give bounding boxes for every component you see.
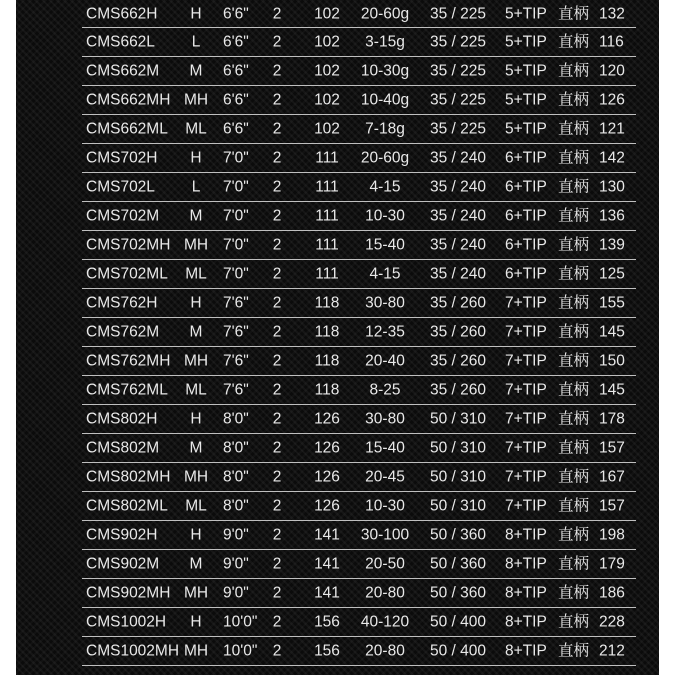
power-cell: MH <box>183 91 209 109</box>
weight-cell: 130 <box>599 178 625 196</box>
power-cell: H <box>190 613 202 631</box>
weight-cell: 212 <box>599 642 625 660</box>
closed-length-cell: 126 <box>314 410 340 428</box>
closed-length-cell: 102 <box>314 91 340 109</box>
weight-cell: 145 <box>599 381 625 399</box>
table-row <box>82 405 636 434</box>
model-cell: CMS762ML <box>86 381 168 399</box>
model-cell: CMS762M <box>86 323 160 341</box>
table-row <box>82 0 636 28</box>
model-cell: CMS902MH <box>86 584 171 602</box>
weight-cell: 142 <box>599 149 625 167</box>
handle-cell: 直柄 <box>558 265 590 283</box>
length-cell: 7'0" <box>223 178 249 196</box>
length-cell: 8'0" <box>223 410 249 428</box>
model-cell: CMS1002MH <box>86 642 180 660</box>
guides-cell: 7+TIP <box>505 294 547 312</box>
model-cell: CMS762H <box>86 294 158 312</box>
weight-cell: 145 <box>599 323 625 341</box>
guides-cell: 5+TIP <box>505 62 547 80</box>
model-cell: CMS902H <box>86 526 158 544</box>
handle-cell: 直柄 <box>558 33 590 51</box>
power-cell: H <box>190 526 202 544</box>
sections-cell: 2 <box>272 468 282 486</box>
power-cell: H <box>190 410 202 428</box>
closed-length-cell: 111 <box>315 236 339 254</box>
lure-weight-cell: 20-80 <box>365 642 405 660</box>
closed-length-cell: 126 <box>314 497 340 515</box>
guides-cell: 5+TIP <box>505 4 547 22</box>
table-row <box>82 28 636 57</box>
length-cell: 8'0" <box>223 439 249 457</box>
sections-cell: 2 <box>272 294 282 312</box>
table-row <box>82 260 636 289</box>
table-row <box>82 608 636 637</box>
line-cell: 50 / 310 <box>429 468 487 486</box>
model-cell: CMS702M <box>86 207 160 225</box>
handle-cell: 直柄 <box>558 468 590 486</box>
sections-cell: 2 <box>272 381 282 399</box>
handle-cell: 直柄 <box>558 236 590 254</box>
handle-cell: 直柄 <box>558 352 590 370</box>
lure-weight-cell: 8-25 <box>369 381 401 399</box>
line-cell: 50 / 360 <box>429 555 487 573</box>
weight-cell: 228 <box>599 613 625 631</box>
lure-weight-cell: 20-50 <box>365 555 405 573</box>
power-cell: ML <box>185 497 207 515</box>
line-cell: 35 / 260 <box>429 381 487 399</box>
sections-cell: 2 <box>272 410 282 428</box>
guides-cell: 6+TIP <box>505 178 547 196</box>
handle-cell: 直柄 <box>558 207 590 225</box>
power-cell: MH <box>183 584 209 602</box>
weight-cell: 136 <box>599 207 625 225</box>
handle-cell: 直柄 <box>558 642 590 660</box>
lure-weight-cell: 20-60g <box>360 4 410 22</box>
table-row <box>82 579 636 608</box>
table-row <box>82 231 636 260</box>
power-cell: M <box>189 323 203 341</box>
table-row <box>82 289 636 318</box>
line-cell: 35 / 240 <box>429 236 487 254</box>
sections-cell: 2 <box>272 178 282 196</box>
lure-weight-cell: 7-18g <box>365 120 405 138</box>
line-cell: 35 / 225 <box>429 62 487 80</box>
model-cell: CMS1002H <box>86 613 167 631</box>
weight-cell: 157 <box>599 439 625 457</box>
model-cell: CMS802M <box>86 439 160 457</box>
closed-length-cell: 141 <box>314 584 340 602</box>
line-cell: 35 / 260 <box>429 323 487 341</box>
spec-table-panel <box>16 0 659 675</box>
handle-cell: 直柄 <box>558 439 590 457</box>
weight-cell: 116 <box>599 33 624 51</box>
power-cell: M <box>189 62 203 80</box>
handle-cell: 直柄 <box>558 410 590 428</box>
handle-cell: 直柄 <box>558 120 590 138</box>
sections-cell: 2 <box>272 497 282 515</box>
sections-cell: 2 <box>272 352 282 370</box>
length-cell: 6'6" <box>223 120 249 138</box>
line-cell: 35 / 240 <box>429 207 487 225</box>
guides-cell: 7+TIP <box>505 439 547 457</box>
line-cell: 35 / 225 <box>429 120 487 138</box>
closed-length-cell: 102 <box>314 120 340 138</box>
guides-cell: 6+TIP <box>505 265 547 283</box>
power-cell: MH <box>183 236 209 254</box>
table-row <box>82 521 636 550</box>
length-cell: 10'0" <box>223 613 258 631</box>
guides-cell: 8+TIP <box>505 555 547 573</box>
length-cell: 10'0" <box>223 642 258 660</box>
lure-weight-cell: 15-40 <box>365 236 405 254</box>
lure-weight-cell: 30-80 <box>365 294 405 312</box>
length-cell: 7'0" <box>223 236 249 254</box>
handle-cell: 直柄 <box>558 323 590 341</box>
weight-cell: 155 <box>599 294 625 312</box>
line-cell: 50 / 310 <box>429 410 487 428</box>
lure-weight-cell: 40-120 <box>360 613 410 631</box>
guides-cell: 5+TIP <box>505 33 547 51</box>
model-cell: CMS662M <box>86 62 160 80</box>
guides-cell: 5+TIP <box>505 91 547 109</box>
handle-cell: 直柄 <box>558 381 590 399</box>
weight-cell: 132 <box>599 4 625 22</box>
handle-cell: 直柄 <box>558 62 590 80</box>
table-row <box>82 463 636 492</box>
weight-cell: 198 <box>599 526 625 544</box>
handle-cell: 直柄 <box>558 149 590 167</box>
lure-weight-cell: 20-40 <box>365 352 405 370</box>
guides-cell: 7+TIP <box>505 410 547 428</box>
model-cell: CMS662MH <box>86 91 171 109</box>
guides-cell: 5+TIP <box>505 120 547 138</box>
power-cell: H <box>190 4 202 22</box>
model-cell: CMS702H <box>86 149 158 167</box>
guides-cell: 7+TIP <box>505 352 547 370</box>
lure-weight-cell: 20-45 <box>365 468 405 486</box>
model-cell: CMS702ML <box>86 265 168 283</box>
lure-weight-cell: 10-40g <box>360 91 410 109</box>
handle-cell: 直柄 <box>558 526 590 544</box>
spec-table <box>82 0 636 666</box>
table-row <box>82 492 636 521</box>
lure-weight-cell: 15-40 <box>365 439 405 457</box>
table-row <box>82 86 636 115</box>
model-cell: CMS802H <box>86 410 158 428</box>
handle-cell: 直柄 <box>558 294 590 312</box>
length-cell: 6'6" <box>223 62 249 80</box>
power-cell: MH <box>183 352 209 370</box>
weight-cell: 186 <box>599 584 625 602</box>
guides-cell: 6+TIP <box>505 207 547 225</box>
line-cell: 35 / 240 <box>429 178 487 196</box>
length-cell: 7'0" <box>223 207 249 225</box>
handle-cell: 直柄 <box>558 613 590 631</box>
closed-length-cell: 126 <box>314 439 340 457</box>
weight-cell: 157 <box>599 497 625 515</box>
line-cell: 50 / 310 <box>429 439 487 457</box>
length-cell: 8'0" <box>223 497 249 515</box>
closed-length-cell: 102 <box>314 4 340 22</box>
weight-cell: 150 <box>599 352 625 370</box>
length-cell: 6'6" <box>223 4 249 22</box>
handle-cell: 直柄 <box>558 178 590 196</box>
sections-cell: 2 <box>272 207 282 225</box>
model-cell: CMS802ML <box>86 497 168 515</box>
model-cell: CMS702L <box>86 178 155 196</box>
lure-weight-cell: 10-30g <box>360 62 410 80</box>
table-row <box>82 637 636 666</box>
guides-cell: 8+TIP <box>505 526 547 544</box>
guides-cell: 8+TIP <box>505 613 547 631</box>
guides-cell: 7+TIP <box>505 323 547 341</box>
power-cell: MH <box>183 468 209 486</box>
length-cell: 9'0" <box>223 526 249 544</box>
length-cell: 9'0" <box>223 555 249 573</box>
line-cell: 35 / 260 <box>429 352 487 370</box>
power-cell: H <box>190 149 202 167</box>
guides-cell: 7+TIP <box>505 468 547 486</box>
power-cell: M <box>189 439 203 457</box>
line-cell: 50 / 400 <box>429 642 487 660</box>
weight-cell: 179 <box>599 555 625 573</box>
lure-weight-cell: 10-30 <box>365 497 405 515</box>
closed-length-cell: 102 <box>314 33 340 51</box>
model-cell: CMS702MH <box>86 236 171 254</box>
power-cell: L <box>191 178 201 196</box>
length-cell: 7'0" <box>223 149 249 167</box>
lure-weight-cell: 3-15g <box>365 33 405 51</box>
weight-cell: 139 <box>599 236 625 254</box>
sections-cell: 2 <box>272 555 282 573</box>
weight-cell: 121 <box>599 120 625 138</box>
line-cell: 35 / 260 <box>429 294 487 312</box>
line-cell: 50 / 360 <box>429 584 487 602</box>
model-cell: CMS662ML <box>86 120 168 138</box>
power-cell: M <box>189 207 203 225</box>
power-cell: L <box>191 33 201 51</box>
length-cell: 7'6" <box>223 381 249 399</box>
line-cell: 35 / 225 <box>429 4 487 22</box>
guides-cell: 8+TIP <box>505 642 547 660</box>
sections-cell: 2 <box>272 4 282 22</box>
sections-cell: 2 <box>272 62 282 80</box>
handle-cell: 直柄 <box>558 555 590 573</box>
line-cell: 35 / 240 <box>429 265 487 283</box>
weight-cell: 120 <box>599 62 625 80</box>
lure-weight-cell: 4-15 <box>369 265 401 283</box>
lure-weight-cell: 4-15 <box>369 178 401 196</box>
guides-cell: 6+TIP <box>505 149 547 167</box>
closed-length-cell: 118 <box>314 381 340 399</box>
table-row <box>82 144 636 173</box>
sections-cell: 2 <box>272 613 282 631</box>
table-row <box>82 347 636 376</box>
lure-weight-cell: 30-100 <box>360 526 410 544</box>
table-row <box>82 376 636 405</box>
length-cell: 9'0" <box>223 584 249 602</box>
length-cell: 7'6" <box>223 352 249 370</box>
closed-length-cell: 118 <box>314 323 340 341</box>
weight-cell: 167 <box>599 468 625 486</box>
weight-cell: 178 <box>599 410 625 428</box>
sections-cell: 2 <box>272 642 282 660</box>
closed-length-cell: 156 <box>314 613 340 631</box>
length-cell: 7'0" <box>223 265 249 283</box>
model-cell: CMS902M <box>86 555 160 573</box>
guides-cell: 8+TIP <box>505 584 547 602</box>
table-row <box>82 550 636 579</box>
line-cell: 50 / 400 <box>429 613 487 631</box>
table-row <box>82 318 636 347</box>
sections-cell: 2 <box>272 120 282 138</box>
lure-weight-cell: 30-80 <box>365 410 405 428</box>
line-cell: 50 / 310 <box>429 497 487 515</box>
lure-weight-cell: 12-35 <box>365 323 405 341</box>
guides-cell: 7+TIP <box>505 497 547 515</box>
sections-cell: 2 <box>272 33 282 51</box>
sections-cell: 2 <box>272 91 282 109</box>
length-cell: 7'6" <box>223 323 249 341</box>
guides-cell: 6+TIP <box>505 236 547 254</box>
length-cell: 8'0" <box>223 468 249 486</box>
weight-cell: 125 <box>599 265 625 283</box>
power-cell: ML <box>185 120 207 138</box>
handle-cell: 直柄 <box>558 584 590 602</box>
model-cell: CMS802MH <box>86 468 171 486</box>
closed-length-cell: 102 <box>314 62 340 80</box>
model-cell: CMS662L <box>86 33 155 51</box>
line-cell: 35 / 225 <box>429 91 487 109</box>
closed-length-cell: 156 <box>314 642 340 660</box>
table-row <box>82 173 636 202</box>
table-row <box>82 202 636 231</box>
closed-length-cell: 118 <box>314 294 340 312</box>
closed-length-cell: 111 <box>315 178 339 196</box>
sections-cell: 2 <box>272 584 282 602</box>
sections-cell: 2 <box>272 149 282 167</box>
sections-cell: 2 <box>272 439 282 457</box>
closed-length-cell: 111 <box>315 207 339 225</box>
power-cell: M <box>189 555 203 573</box>
guides-cell: 7+TIP <box>505 381 547 399</box>
table-row <box>82 57 636 86</box>
table-row <box>82 115 636 144</box>
closed-length-cell: 118 <box>314 352 340 370</box>
power-cell: ML <box>185 381 207 399</box>
power-cell: ML <box>185 265 207 283</box>
model-cell: CMS762MH <box>86 352 171 370</box>
closed-length-cell: 126 <box>314 468 340 486</box>
sections-cell: 2 <box>272 526 282 544</box>
sections-cell: 2 <box>272 323 282 341</box>
power-cell: H <box>190 294 202 312</box>
length-cell: 6'6" <box>223 91 249 109</box>
closed-length-cell: 111 <box>315 265 339 283</box>
lure-weight-cell: 10-30 <box>365 207 405 225</box>
handle-cell: 直柄 <box>558 497 590 515</box>
closed-length-cell: 141 <box>314 526 340 544</box>
closed-length-cell: 111 <box>315 149 339 167</box>
line-cell: 50 / 360 <box>429 526 487 544</box>
sections-cell: 2 <box>272 236 282 254</box>
weight-cell: 126 <box>599 91 625 109</box>
length-cell: 7'6" <box>223 294 249 312</box>
table-row <box>82 434 636 463</box>
model-cell: CMS662H <box>86 4 158 22</box>
line-cell: 35 / 240 <box>429 149 487 167</box>
handle-cell: 直柄 <box>558 4 590 22</box>
power-cell: MH <box>183 642 209 660</box>
lure-weight-cell: 20-60g <box>360 149 410 167</box>
handle-cell: 直柄 <box>558 91 590 109</box>
line-cell: 35 / 225 <box>429 33 487 51</box>
closed-length-cell: 141 <box>314 555 340 573</box>
lure-weight-cell: 20-80 <box>365 584 405 602</box>
length-cell: 6'6" <box>223 33 249 51</box>
sections-cell: 2 <box>272 265 282 283</box>
